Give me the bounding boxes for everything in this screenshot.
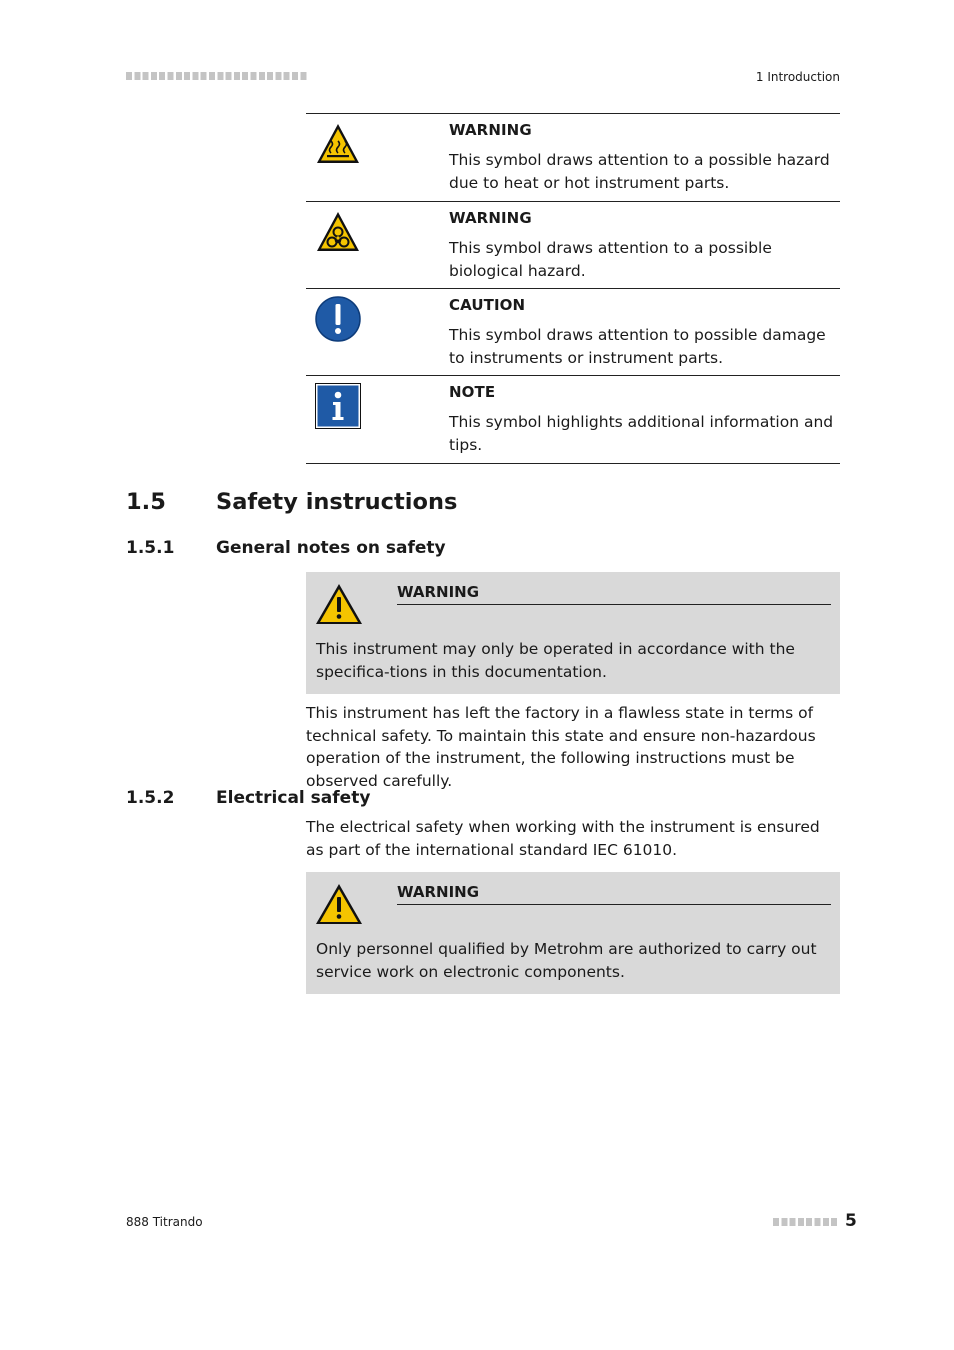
symbol-title: CAUTION (449, 296, 526, 314)
symbol-description: This symbol draws attention to a possible biological hazard. (449, 239, 772, 280)
subsection-title: General notes on safety (216, 538, 446, 558)
symbol-row (306, 376, 840, 464)
header-decoration (126, 72, 308, 80)
info-note-icon (315, 383, 361, 429)
warning-title: WARNING (397, 582, 831, 605)
subsection-title: Electrical safety (216, 788, 371, 808)
biohazard-warning-icon (315, 209, 361, 255)
footer-decoration (773, 1218, 839, 1226)
warning-exclamation-icon (315, 582, 363, 626)
hot-surface-warning-icon (315, 121, 361, 167)
subsection-heading (126, 788, 370, 808)
section-title: Safety instructions (216, 489, 458, 515)
caution-exclamation-icon (315, 296, 361, 342)
footer-product: 888 Titrando (126, 1215, 203, 1229)
subsection-number: 1.5.2 (126, 788, 175, 808)
warning-box (306, 872, 840, 994)
symbol-row (306, 114, 840, 202)
symbol-title: WARNING (449, 121, 532, 139)
subsection-heading (126, 538, 446, 558)
running-header: 1 Introduction (755, 70, 840, 84)
section-number: 1.5 (126, 489, 166, 515)
section-heading (126, 489, 457, 515)
subsection-number: 1.5.1 (126, 538, 175, 558)
symbol-table (306, 113, 840, 464)
body-paragraph: This instrument has left the factory in a flawless state in terms of technical safety. To maintain this state and ensure non-hazardous operation of the instrument, the following instructions must be observed carefully. (306, 704, 816, 790)
body-paragraph: The electrical safety when working with the instrument is ensured as part of the international standard IEC 61010. (306, 818, 820, 859)
warning-exclamation-icon (315, 882, 363, 926)
symbol-description: This symbol draws attention to possible damage to instruments or instrument parts. (449, 326, 826, 367)
symbol-title: NOTE (449, 383, 496, 401)
symbol-title: WARNING (449, 209, 532, 227)
symbol-description: This symbol draws attention to a possible hazard due to heat or hot instrument parts. (449, 151, 830, 192)
warning-title: WARNING (397, 882, 831, 905)
symbol-row (306, 202, 840, 289)
warning-text: Only personnel qualified by Metrohm are authorized to carry out service work on electronic components. (316, 940, 817, 981)
page-number: 5 (845, 1211, 857, 1231)
symbol-description: This symbol highlights additional information and tips. (449, 413, 834, 454)
warning-box (306, 572, 840, 694)
warning-text: This instrument may only be operated in accordance with the specifica-tions in this documentation. (316, 640, 795, 681)
symbol-row (306, 289, 840, 376)
